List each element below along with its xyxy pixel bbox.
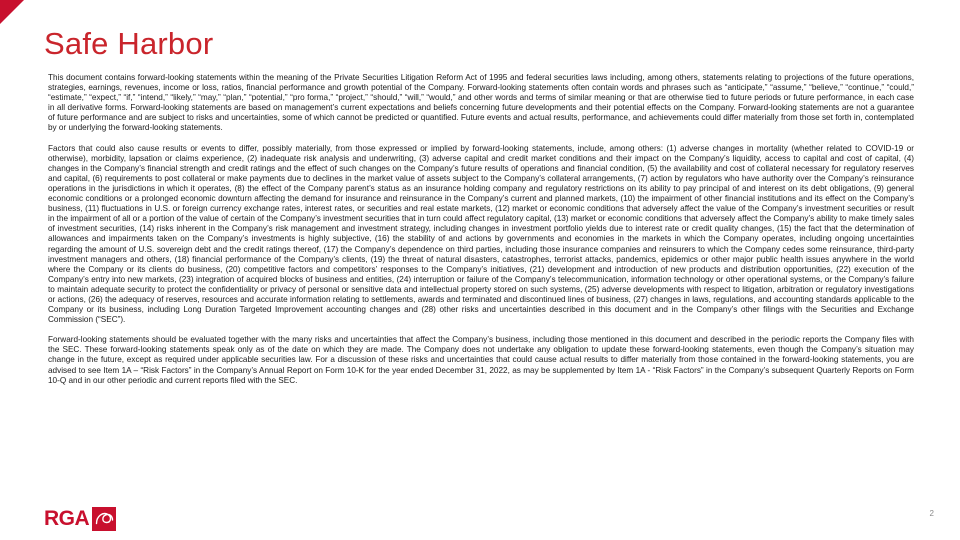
- rga-logo: [44, 506, 116, 532]
- rga-logo-wordmark: RGA: [44, 507, 90, 530]
- disclaimer-paragraph-2: Factors that could also cause results or events to differ, possibly materially, from those expressed or implied by forward-looking statements, include, among others: (1) adverse changes in mortality (whether related to COVID-19 or otherwise), morbidity, lapsation or claims experience, (2) inadequate risk analysis and underwriting, (3) adverse capital and credit market conditions and their impact on the Company’s liquidity, access to capital and cost of capital, (4) changes in the Company’s financial strength and credit ratings and the effect of such changes on the Company’s future results of operations and financial condition, (5) the availability and cost of collateral necessary for regulatory reserves and capital, (6) requirements to post collateral or make payments due to declines in the market value of assets subject to the Company’s collateral arrangements, (7) action by regulators who have authority over the Company’s reinsurance operations in the jurisdictions in which it operates, (8) the effect of the Company parent’s status as an insurance holding company and regulatory restrictions on its ability to pay principal of and interest on its debt obligations, (9) general economic conditions or a prolonged economic downturn affecting the demand for insurance and reinsurance in the Company’s current and planned markets, (10) the impairment of other financial institutions and its effect on the Company’s business, (11) fluctuations in U.S. or foreign currency exchange rates, interest rates, or securities and real estate markets, (12) market or economic conditions that adversely affect the value of the Company’s investment securities or result in the impairment of all or a portion of the value of certain of the Company’s investment securities that in turn could affect regulatory capital, (13) market or economic conditions that adversely affect the Company’s ability to make timely sales of investment securities, (14) risks inherent in the Company’s risk management and investment strategy, including changes in investment portfolio yields due to interest rate or credit quality changes, (15) the fact that the determination of allowances and impairments taken on the Company’s investments is highly subjective, (16) the stability of and actions by governments and economies in the markets in which the Company operates, including ongoing uncertainties regarding the amount of U.S. sovereign debt and the credit ratings thereof, (17) the Company’s dependence on third parties, including those insurance companies and reinsurers to which the Company cedes some reinsurance, third-party investment managers and others, (18) financial performance of the Company’s clients, (19) the threat of natural disasters, catastrophes, terrorist attacks, pandemics, epidemics or other major public health issues anywhere in the world where the Company or its clients do business, (20) competitive factors and competitors’ responses to the Company’s initiatives, (21) development and introduction of new products and distribution opportunities, (22) execution of the Company’s entry into new markets, (23) integration of acquired blocks of business and entities, (24) interruption or failure of the Company’s telecommunication, information technology or other operational systems, or the Company’s failure to maintain adequate security to protect the confidentiality or privacy of personal or sensitive data and intellectual property stored on such systems, (25) adverse developments with respect to litigation, arbitration or regulatory investigations or actions, (26) the adequacy of reserves, resources and accurate information relating to settlements, awards and terminated and discontinued lines of business, (27) changes in laws, regulations, and accounting standards applicable to the Company or its business, including Long Duration Targeted Improvement accounting changes and (28) other risks and uncertainties described in this document and in the Company’s other filings with the Securities and Exchange Commission (“SEC”).: [48, 143, 914, 325]
- page-title: Safe Harbor: [44, 26, 214, 61]
- rga-logo-mark-icon: [92, 507, 116, 531]
- page-number: 2: [929, 509, 934, 518]
- disclaimer-paragraph-3: Forward-looking statements should be evaluated together with the many risks and uncertainties that affect the Company’s business, including those mentioned in this document and described in the periodic reports the Company files with the SEC. These forward-looking statements speak only as of the date on which they are made. The Company does not undertake any obligation to update these forward-looking statements, even though the Company’s situation may change in the future, except as required under applicable securities law. For a discussion of these risks and uncertainties that could cause actual results to differ materially from those contained in the forward-looking statements, you are advised to see Item 1A – “Risk Factors” in the Company’s Annual Report on Form 10-K for the year ended December 31, 2022, as may be supplemented by Item 1A - “Risk Factors” in the Company’s subsequent Quarterly Reports on Form 10-Q and in our other periodic and current reports filed with the SEC.: [48, 335, 914, 385]
- corner-accent-triangle: [0, 0, 24, 24]
- disclaimer-body: [48, 73, 914, 396]
- disclaimer-paragraph-1: This document contains forward-looking statements within the meaning of the Private Securities Litigation Reform Act of 1995 and federal securities laws including, among others, statements relating to projections of the future operations, strategies, earnings, revenues, income or loss, ratios, financial performance and growth potential of the Company. Forward-looking statements often contain words and phrases such as “anticipate,” “assume,” “believe,” “continue,” “could,” “estimate,” “expect,” “if,” “intend,” “likely,” “may,” “plan,” “potential,” “pro forma,” “project,” “should,” “will,” “would,” and other words and terms of similar meaning or that are otherwise tied to future periods or future performance, in each case in all derivative forms. Forward-looking statements are based on management’s current expectations and beliefs concerning future developments and their potential effects on the Company. Forward-looking statements are not a guarantee of future performance and are subject to risks and uncertainties, some of which cannot be predicted or quantified. Future events and actual results, performance, and achievements could differ materially from those set forth in, contemplated by or underlying the forward-looking statements.: [48, 73, 914, 133]
